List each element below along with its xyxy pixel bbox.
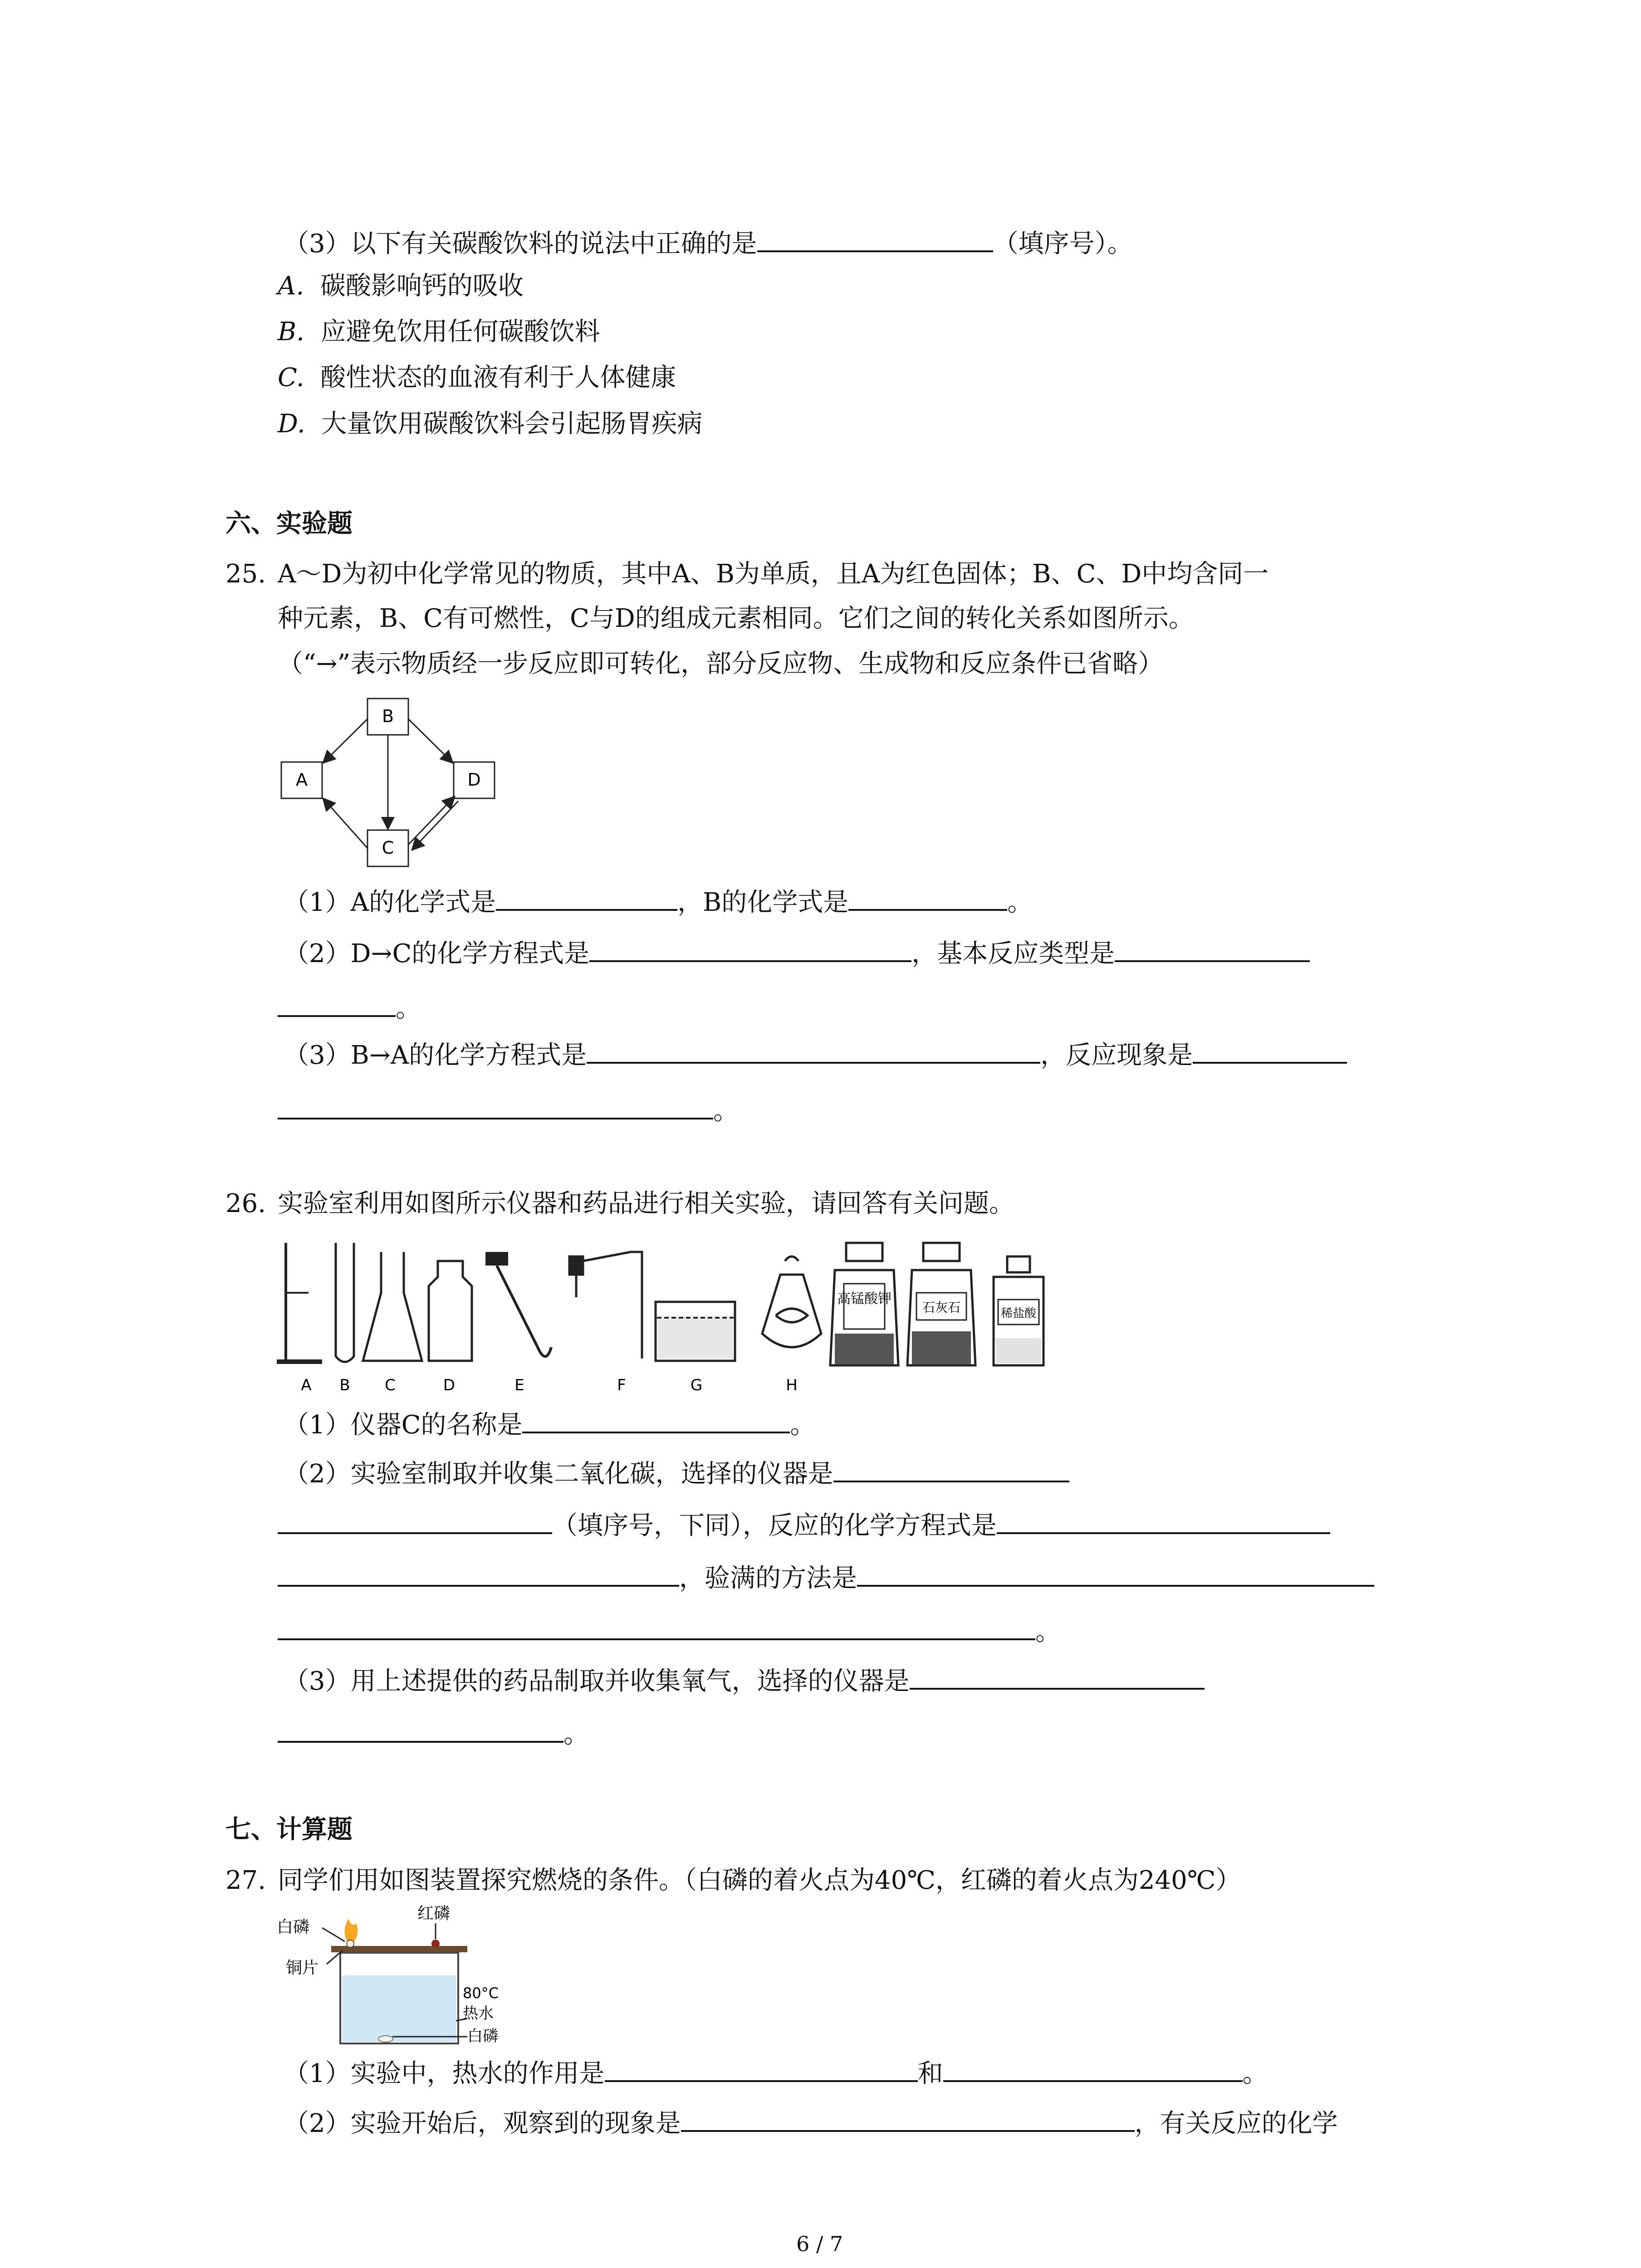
q26-part2: （2）实验室制取并收集二氧化碳，选择的仪器是: [284, 1455, 1069, 1491]
red-phosphorus: [431, 1940, 440, 1948]
q26-number: 26.: [225, 1189, 266, 1218]
answer-blank[interactable]: [278, 1559, 679, 1587]
node-d-label: D: [467, 770, 481, 790]
svg-text:E: E: [514, 1376, 524, 1394]
apparatus-d-bottle: [429, 1261, 472, 1361]
bottle-label-hcl: 稀盐酸: [1000, 1307, 1037, 1320]
svg-text:A: A: [301, 1376, 312, 1394]
option-d: D. 大量饮用碳酸饮料会引起肠胃疾病: [278, 409, 703, 439]
white-phosphorus-underwater: [378, 2036, 393, 2042]
apparatus-c-flask: [363, 1252, 422, 1361]
q26-stem: 实验室利用如图所示仪器和药品进行相关实验，请回答有关问题。: [278, 1189, 1014, 1218]
answer-blank[interactable]: [681, 2105, 1135, 2132]
svg-text:B: B: [339, 1376, 350, 1394]
answer-blank[interactable]: [943, 2055, 1243, 2082]
q25-stem-line3: （“→”表示物质经一步反应即可转化，部分反应物、生成物和反应条件已省略）: [278, 649, 1164, 679]
q25-part3: （3）B→A的化学方程式是 ，反应现象是: [284, 1036, 1347, 1072]
answer-blank[interactable]: [278, 1716, 563, 1743]
apparatus-f-delivery-tube: [569, 1252, 642, 1359]
q26-part2-cont2: ，验满的方法是: [278, 1559, 1374, 1595]
answer-blank[interactable]: [589, 935, 911, 962]
svg-text:D: D: [443, 1376, 456, 1394]
node-a-label: A: [296, 770, 308, 790]
apparatus-b-test-tube: [336, 1243, 354, 1362]
q27-stem: 同学们用如图装置探究燃烧的条件。（白磷的着火点为40℃，红磷的着火点为240℃）: [278, 1866, 1241, 1895]
answer-blank[interactable]: [1193, 1036, 1347, 1064]
answer-blank[interactable]: [605, 2055, 918, 2082]
q25-part3-cont: 。: [278, 1092, 739, 1128]
label-white-phosphorus-bottom: 白磷: [467, 2027, 498, 2045]
answer-blank[interactable]: [910, 1662, 1205, 1690]
q25-part1: （1）A的化学式是 ，B的化学式是 。: [284, 884, 1033, 919]
apparatus-a-iron-stand: [277, 1243, 322, 1362]
node-c-label: C: [382, 838, 394, 858]
q27-part1: （1）实验中，热水的作用是 和 。: [284, 2055, 1268, 2090]
q26-part2-cont3: 。: [278, 1613, 1061, 1648]
label-copper-plate: 铜片: [286, 1959, 319, 1977]
answer-blank[interactable]: [278, 1507, 552, 1534]
q26-part3-cont: 。: [278, 1716, 589, 1751]
section-title: 七、计算题: [225, 1815, 353, 1844]
q26-part1: （1）仪器C的名称是 。: [284, 1406, 815, 1442]
answer-blank[interactable]: [522, 1406, 790, 1433]
answer-blank[interactable]: [1115, 935, 1310, 962]
q27-number: 27.: [225, 1866, 266, 1895]
svg-text:H: H: [786, 1376, 798, 1394]
reagent-bottle-hcl: [994, 1256, 1043, 1365]
node-b-label: B: [382, 706, 394, 726]
option-c: C. 酸性状态的血液有利于人体健康: [278, 363, 676, 392]
answer-blank[interactable]: [496, 884, 677, 911]
section-title: 六、实验题: [225, 509, 353, 538]
answer-blank[interactable]: [278, 990, 396, 1017]
q24-part3-prompt: （3）以下有关碳酸饮料的说法中正确的是 （填序号）。: [284, 225, 1133, 260]
apparatus-g-trough: [656, 1302, 735, 1361]
apparatus-e-stopper-tube: [485, 1252, 551, 1356]
bottle-label-kmno4: 高锰酸钾: [837, 1291, 892, 1307]
answer-blank[interactable]: [278, 1613, 1035, 1640]
q25-part2: （2）D→C的化学方程式是 ，基本反应类型是: [284, 935, 1310, 970]
page-number: 6 / 7: [796, 2232, 843, 2256]
answer-blank[interactable]: [857, 1559, 1374, 1587]
svg-text:F: F: [617, 1376, 626, 1394]
apparatus-h-alcohol-lamp: [762, 1256, 821, 1347]
option-b: B. 应避免饮用任何碳酸饮料: [278, 317, 600, 347]
reagent-bottle-limestone: [907, 1243, 975, 1365]
q26-part2-cont1: （填序号，下同），反应的化学方程式是: [278, 1507, 1330, 1542]
q25-number: 25.: [225, 559, 266, 589]
q27-part2: （2）实验开始后，观察到的现象是 ，有关反应的化学: [284, 2105, 1338, 2140]
svg-text:G: G: [690, 1376, 703, 1394]
bottle-label-limestone: 石灰石: [922, 1300, 961, 1315]
q25-part2-cont: 。: [278, 990, 421, 1025]
q27-combustion-figure: [268, 1901, 522, 2050]
answer-blank[interactable]: [848, 884, 1007, 911]
label-hot-water: 热水: [463, 2004, 494, 2023]
answer-blank[interactable]: [757, 225, 993, 252]
reagent-bottle-kmno4: [830, 1243, 898, 1365]
answer-blank[interactable]: [587, 1036, 1040, 1064]
q25-transformation-diagram: [272, 694, 508, 875]
answer-blank[interactable]: [997, 1507, 1330, 1534]
label-red-phosphorus: 红磷: [417, 1904, 451, 1923]
q25-stem-line2: 种元素，B、C有可燃性，C与D的组成元素相同。它们之间的转化关系如图所示。: [278, 604, 1194, 633]
label-white-phosphorus: 白磷: [277, 1918, 310, 1936]
label-temperature: 80°C: [463, 1984, 499, 2002]
svg-text:C: C: [385, 1376, 396, 1394]
q26-apparatus-figure: [272, 1234, 1089, 1406]
option-a: A. 碳酸影响钙的吸收: [278, 271, 524, 301]
answer-blank[interactable]: [278, 1092, 713, 1119]
answer-blank[interactable]: [833, 1455, 1069, 1482]
apparatus-labels: [301, 1376, 797, 1394]
q26-part3: （3）用上述提供的药品制取并收集氧气，选择的仪器是: [284, 1662, 1205, 1698]
q25-stem-line1: A～D为初中化学常见的物质，其中A、B为单质，且A为红色固体；B、C、D中均含同一: [278, 559, 1269, 589]
